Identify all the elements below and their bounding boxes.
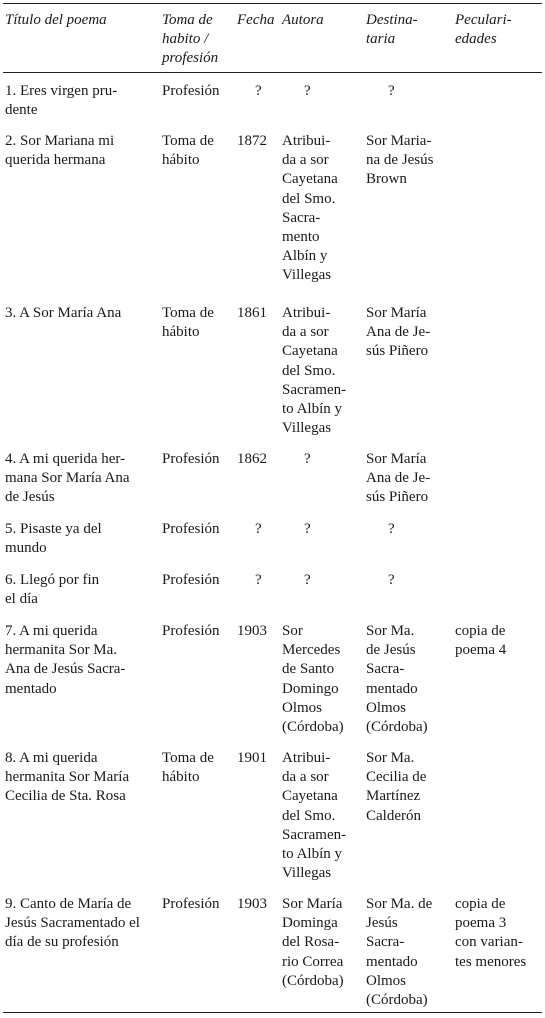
- cell-ceremony: Profesión: [162, 451, 220, 467]
- cell-recipient: ?: [388, 521, 395, 537]
- cell-author: Atribui- da a sor Cayetana del Smo. Sacramen- to Albín y Villegas: [282, 750, 347, 882]
- cell-ceremony: Toma de hábito: [162, 133, 214, 169]
- cell-ceremony: Profesión: [162, 896, 220, 912]
- bottom-rule: [3, 1012, 542, 1013]
- cell-recipient: Sor Ma. Cecilia de Martínez Calderón: [366, 750, 427, 824]
- cell-title: 2. Sor Mariana mi querida hermana: [5, 133, 115, 169]
- header-date: Fecha: [237, 12, 275, 28]
- cell-recipient: Sor Ma. de Jesús Sacra- mentado Olmos (Córdoba): [366, 623, 428, 736]
- cell-title: 4. A mi querida her- mana Sor María Ana de Jesús: [5, 451, 130, 506]
- header-notes: Peculari- edades: [455, 12, 512, 48]
- cell-author: ?: [304, 572, 311, 588]
- top-rule: [3, 3, 542, 4]
- cell-title: 5. Pisaste ya del mundo: [5, 521, 102, 557]
- cell-ceremony: Toma de hábito: [162, 305, 214, 341]
- cell-date: ?: [255, 572, 262, 588]
- cell-title: 6. Llegó por fin el día: [5, 572, 100, 608]
- header-title: Título del poema: [5, 12, 107, 28]
- cell-author: Atribui- da a sor Cayetana del Smo. Sacra- mento Albín y Villegas: [282, 133, 338, 284]
- cell-title: 1. Eres virgen pru- dente: [5, 83, 118, 119]
- cell-title: 8. A mi querida hermanita Sor María Cecilia de Sta. Rosa: [5, 750, 130, 805]
- cell-author: ?: [304, 83, 311, 99]
- cell-title: 9. Canto de María de Jesús Sacramentado el día de su profesión: [5, 896, 140, 951]
- cell-notes: copia de poema 3 con varian- tes menores: [455, 896, 527, 970]
- cell-date: ?: [255, 83, 262, 99]
- cell-ceremony: Profesión: [162, 623, 220, 639]
- cell-author: Sor María Dominga del Rosa- rio Correa (Córdoba): [282, 896, 344, 989]
- cell-title: 3. A Sor María Ana: [5, 305, 122, 321]
- cell-ceremony: Profesión: [162, 521, 220, 537]
- cell-notes: copia de poema 4: [455, 623, 507, 659]
- cell-recipient: Sor María Ana de Je- sús Piñero: [366, 451, 431, 506]
- cell-recipient: ?: [388, 572, 395, 588]
- cell-author: Atribui- da a sor Cayetana del Smo. Sacramen- to Albín y Villegas: [282, 305, 347, 437]
- cell-author: ?: [304, 521, 311, 537]
- cell-author: ?: [304, 451, 311, 467]
- cell-recipient: Sor Ma. de Jesús Sacra- mentado Olmos (Córdoba): [366, 896, 433, 1009]
- header-recipient: Destina- taria: [366, 12, 418, 48]
- cell-recipient: Sor Maria- na de Jesús Brown: [366, 133, 434, 188]
- header-author: Autora: [282, 12, 324, 28]
- cell-author: Sor Mercedes de Santo Domingo Olmos (Córdoba): [282, 623, 344, 736]
- cell-title: 7. A mi querida hermanita Sor Ma. Ana de Jesús Sacra- mentado: [5, 623, 126, 697]
- cell-date: ?: [255, 521, 262, 537]
- header-rule: [3, 72, 542, 73]
- cell-recipient: Sor María Ana de Je- sús Piñero: [366, 305, 431, 360]
- cell-date: 1901: [237, 750, 267, 766]
- cell-ceremony: Profesión: [162, 83, 220, 99]
- cell-date: 1903: [237, 623, 267, 639]
- cell-ceremony: Profesión: [162, 572, 220, 588]
- cell-date: 1903: [237, 896, 267, 912]
- cell-ceremony: Toma de hábito: [162, 750, 214, 786]
- cell-date: 1862: [237, 451, 267, 467]
- cell-date: 1872: [237, 133, 267, 149]
- header-ceremony: Toma de habito / profesión: [162, 12, 219, 67]
- cell-recipient: ?: [388, 83, 395, 99]
- cell-date: 1861: [237, 305, 267, 321]
